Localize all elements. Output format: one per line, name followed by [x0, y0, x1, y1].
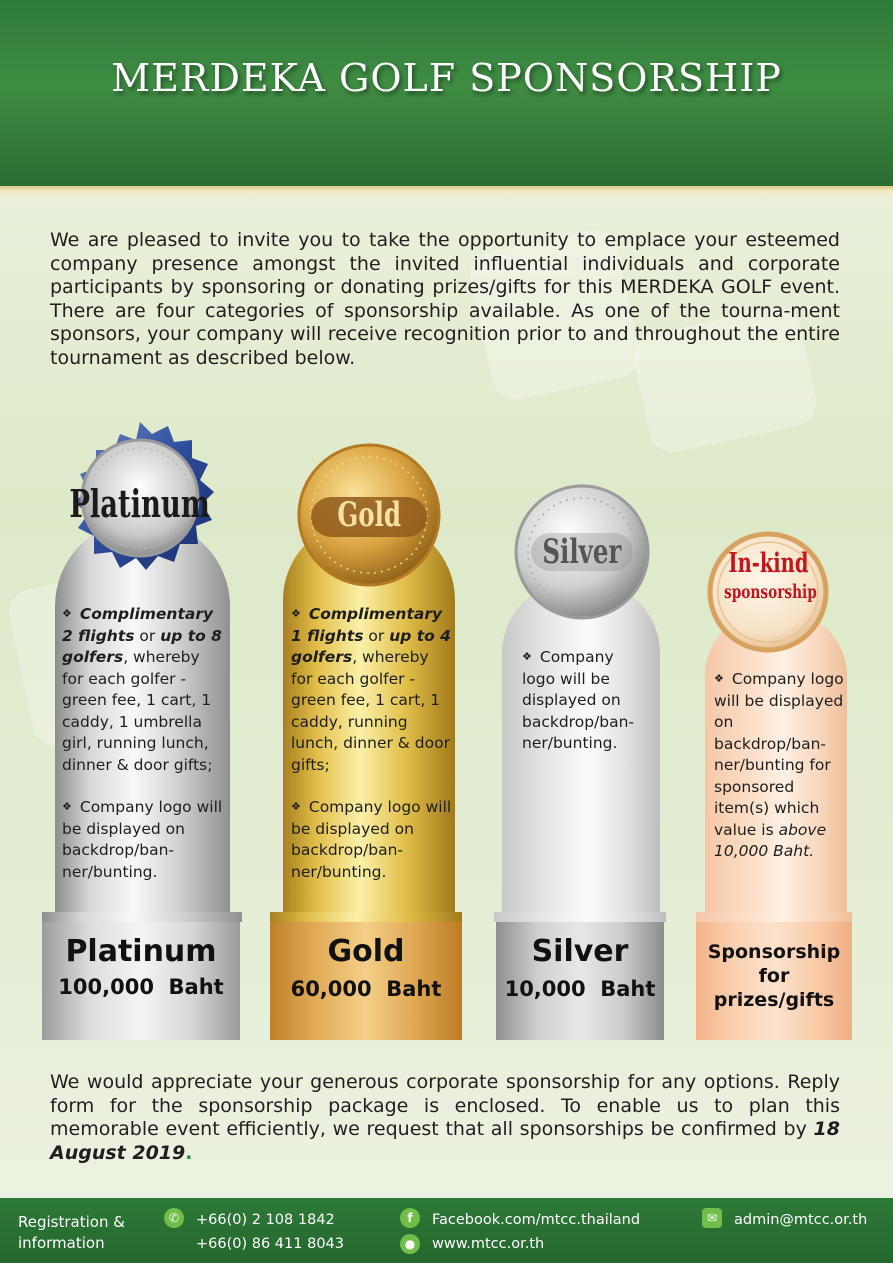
platinum-price-block — [42, 922, 240, 1040]
platinum-benefit-logo-text: Company logo will be displayed on backdrop/ban-ner/bunting. — [62, 798, 223, 881]
platinum-medal-label: Platinum — [69, 480, 211, 526]
gold-benefit-flights — [291, 603, 453, 776]
platinum-benefit-or: or — [134, 626, 161, 645]
globe-icon: ● — [400, 1234, 420, 1254]
footer-phone-2[interactable]: +66(0) 86 411 8043 — [196, 1236, 344, 1252]
platinum-benefits — [62, 603, 224, 903]
gold-tier-name: Gold — [327, 934, 405, 969]
platinum-tier-name: Platinum — [65, 934, 217, 969]
page-title: MERDEKA GOLF SPONSORSHIP — [111, 56, 782, 100]
gold-benefit-logo — [291, 796, 453, 883]
inkind-band — [696, 912, 852, 922]
inkind-medal-label-wrap — [706, 548, 830, 603]
platinum-benefit-flights — [62, 603, 224, 776]
silver-band — [494, 912, 666, 922]
footer-website[interactable]: www.mtcc.or.th — [432, 1236, 545, 1252]
footer-facebook[interactable]: Facebook.com/mtcc.thailand — [432, 1212, 641, 1228]
inkind-tier-name: Sponsorship for prizes/gifts — [707, 941, 841, 1011]
gold-benefit-logo-text: Company logo will be displayed on backdrop/ban-ner/bunting. — [291, 798, 452, 881]
platinum-benefit-bold2: up to 8 golfers — [62, 626, 222, 666]
silver-benefit-logo-text: Company logo will be displayed on backdrop/ban-ner/bunting. — [522, 648, 635, 752]
intro-paragraph: We are pleased to invite you to take the opportunity to emplace your esteemed company presence amongst the invited influential individuals and corporate participants by sponsoring or donating prizes/gifts for this MERDEKA GOLF event. There are four categories of sponsorship available. As one of the tourna-ment sponsors, your company will receive recognition prior to and throughout the entire tournament as described below. — [50, 229, 840, 369]
inkind-benefits — [714, 668, 844, 883]
diamond-bullet-icon: ❖ — [62, 800, 72, 813]
silver-medal-label: Silver — [542, 532, 622, 572]
gold-band — [270, 912, 462, 922]
silver-benefit-logo — [522, 646, 648, 755]
inkind-medal-label-1: In-kind — [728, 548, 808, 579]
diamond-bullet-icon: ❖ — [714, 672, 724, 685]
platinum-price: 100,000 Baht — [58, 975, 224, 999]
gold-price-block — [270, 922, 462, 1040]
diamond-bullet-icon: ❖ — [291, 607, 301, 620]
footer-phone-1[interactable]: +66(0) 2 108 1842 — [196, 1212, 335, 1228]
footer-label: Registration & information — [18, 1213, 125, 1252]
facebook-icon: f — [400, 1208, 420, 1228]
platinum-benefit-rest: , whereby for each golfer - green fee, 1 cart, 1 caddy, 1 umbrella girl, running lunch, dinner & door gifts; — [62, 648, 213, 774]
inkind-medal-label-2: sponsorship — [724, 581, 817, 603]
email-icon: ✉ — [702, 1208, 722, 1228]
footer-email[interactable]: admin@mtcc.or.th — [734, 1212, 868, 1228]
inkind-benefit-threshold: above 10,000 Baht. — [714, 820, 827, 860]
platinum-benefit-logo — [62, 796, 224, 883]
gold-medal-label: Gold — [337, 495, 401, 535]
silver-benefits — [522, 646, 648, 775]
closing-paragraph — [50, 1071, 840, 1165]
silver-price-block — [496, 922, 664, 1040]
platinum-band — [42, 912, 242, 922]
closing-text: We would appreciate your generous corporate sponsorship for any options. Reply form for the sponsorship package is enclosed. To enable us to plan this memorable event efficiently, we request that all sponsorships be confirmed by — [50, 1071, 840, 1140]
inkind-benefit-logo-text: Company logo will be displayed on backdrop/ban-ner/bunting for sponsored item(s) which value is — [714, 670, 844, 839]
header-banner — [0, 0, 893, 188]
gold-benefit-bold: Complimentary 1 flights — [291, 605, 443, 645]
deadline-punct: . — [185, 1141, 193, 1164]
silver-medal-label-wrap — [513, 483, 651, 621]
inkind-benefit-logo — [714, 668, 844, 863]
gold-benefits — [291, 603, 453, 903]
silver-price: 10,000 Baht — [504, 977, 656, 1001]
gold-price: 60,000 Baht — [290, 977, 442, 1001]
phone-icon: ✆ — [164, 1208, 184, 1228]
diamond-bullet-icon: ❖ — [522, 650, 532, 663]
gold-medal-label-wrap — [297, 443, 441, 587]
platinum-benefit-bold: Complimentary 2 flights — [62, 605, 214, 645]
footer-contact-bar — [0, 1198, 893, 1263]
inkind-price-block — [696, 922, 852, 1040]
gold-benefit-rest: , whereby for each golfer - green fee, 1 cart, 1 caddy, running lunch, dinner & door gifts; — [291, 648, 450, 774]
platinum-medal-label-wrap — [60, 423, 220, 583]
diamond-bullet-icon: ❖ — [291, 800, 301, 813]
silver-tier-name: Silver — [531, 934, 629, 969]
gold-benefit-or: or — [363, 626, 390, 645]
header-stripe — [0, 186, 893, 198]
deadline-date: 18 August 2019 — [50, 1118, 840, 1164]
gold-benefit-bold2: up to 4 golfers — [291, 626, 451, 666]
diamond-bullet-icon: ❖ — [62, 607, 72, 620]
